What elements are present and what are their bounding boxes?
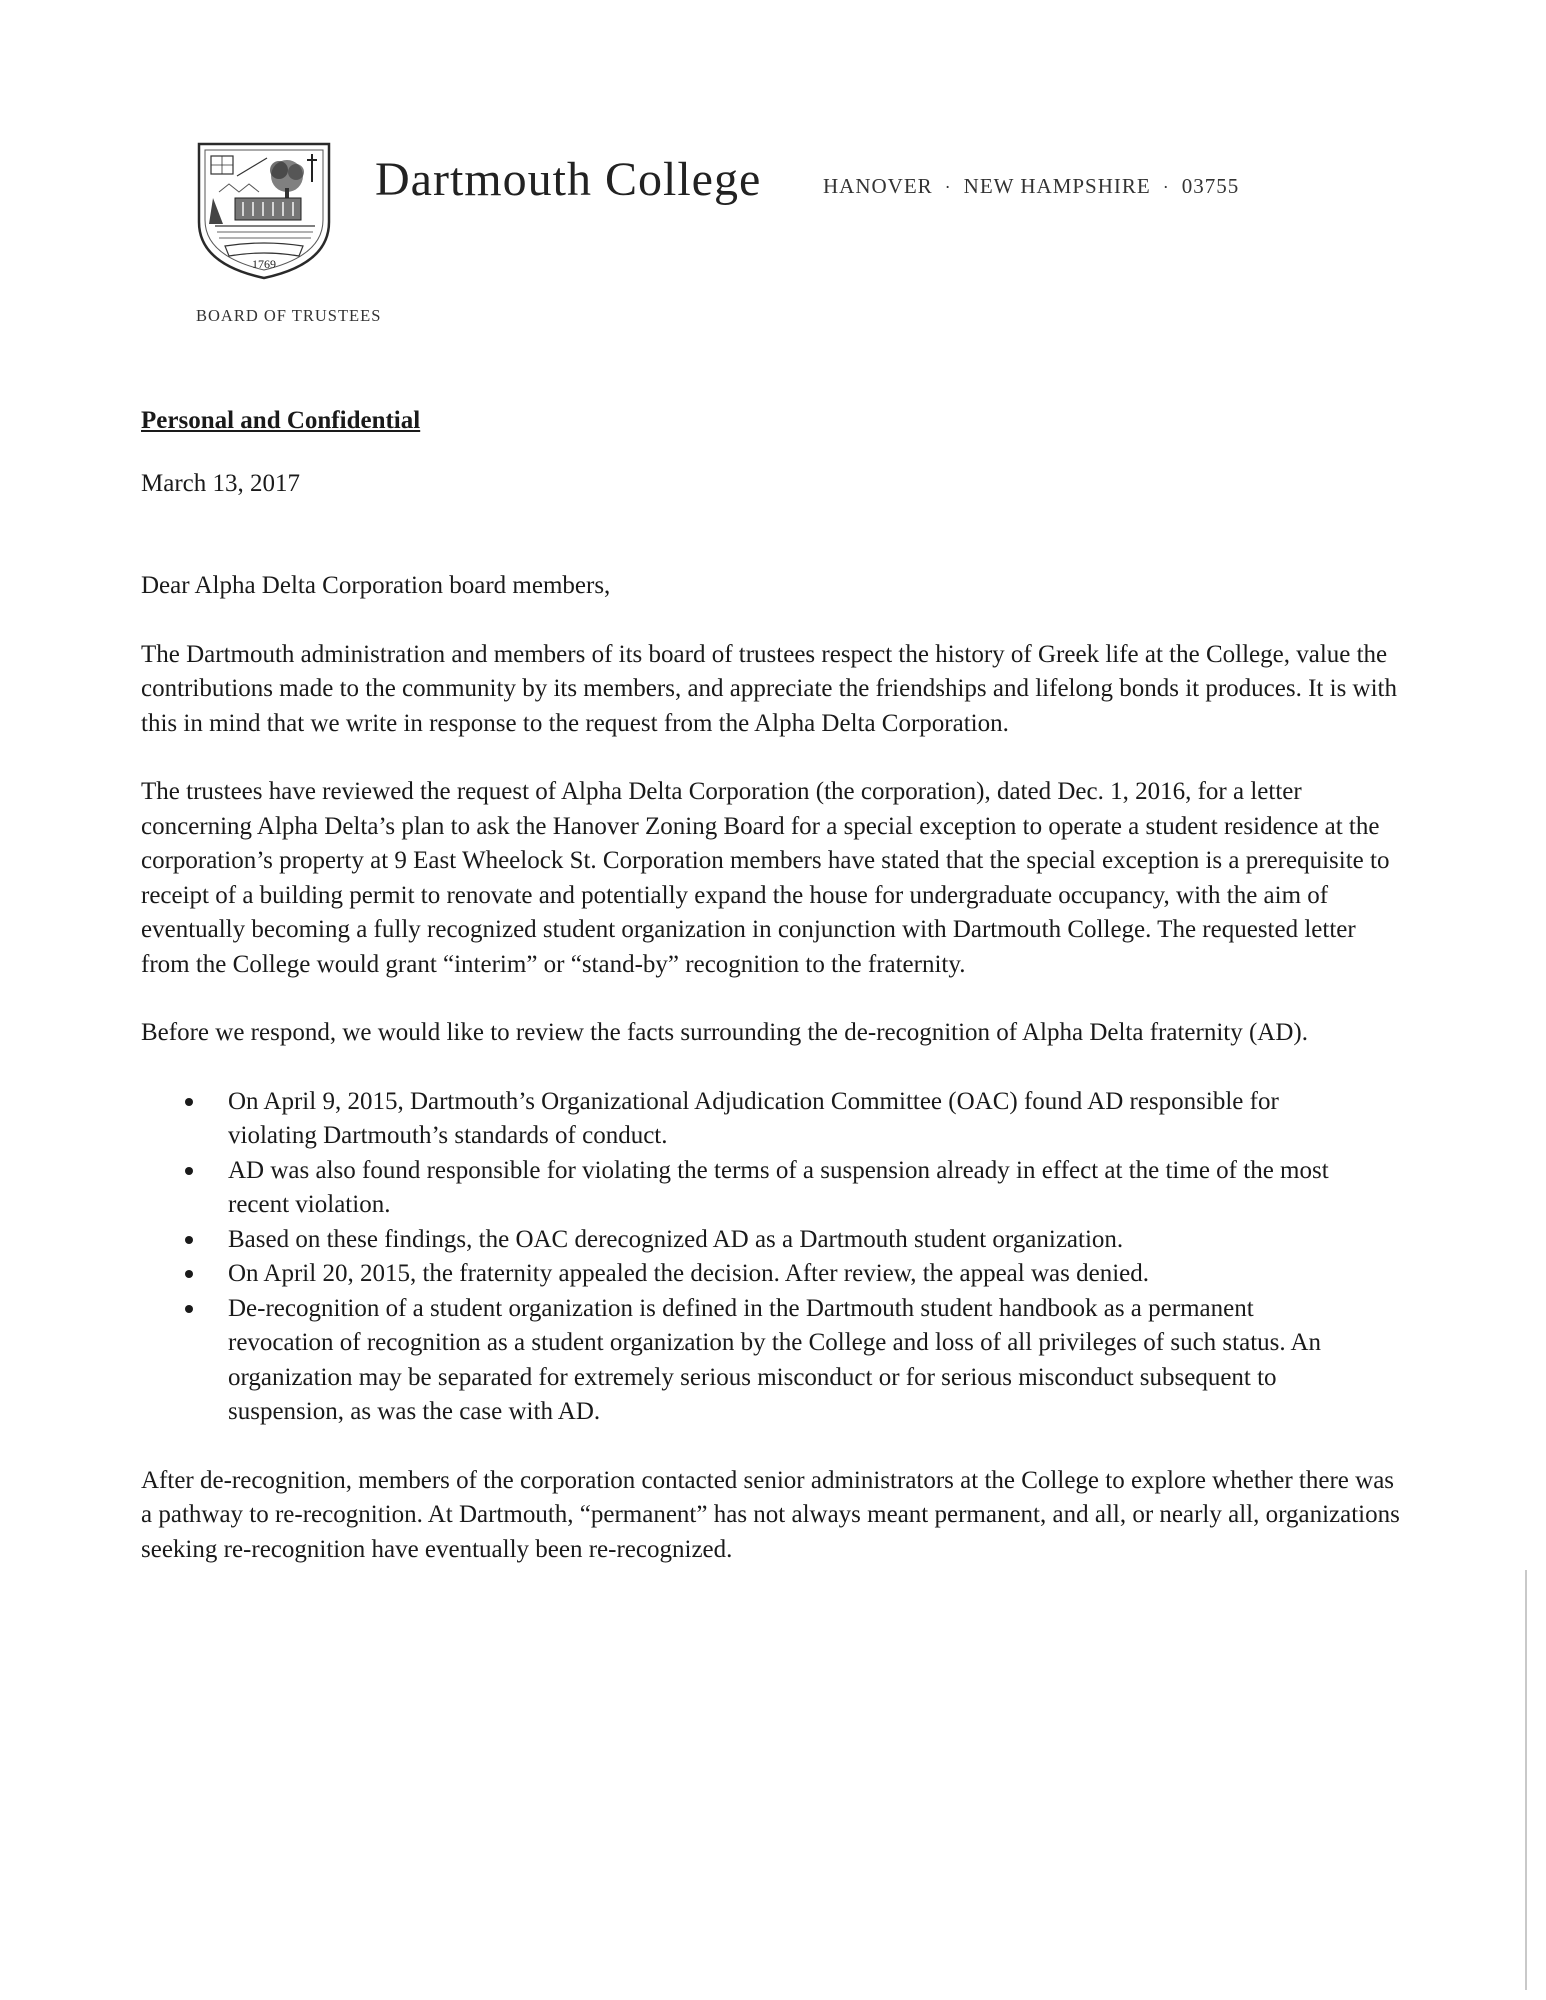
- confidential-heading: Personal and Confidential: [141, 407, 421, 434]
- address-city: HANOVER: [823, 174, 933, 198]
- address-state: NEW HAMPSHIRE: [963, 174, 1151, 198]
- salutation: Dear Alpha Delta Corporation board members,: [141, 572, 611, 599]
- office-name: BOARD OF TRUSTEES: [196, 306, 382, 325]
- list-item: [228, 1154, 1358, 1223]
- letterhead: [195, 138, 1345, 288]
- seal-year: 1769: [252, 257, 276, 271]
- address-separator: ·: [1162, 177, 1170, 197]
- list-item: [228, 1257, 1358, 1292]
- list-item-text: De-recognition of a student organization is defined in the Dartmouth student handbook as a permanent revocation of recognition as a student organization by the College and loss of all privileges of such status. An organization may be separated for extremely serious misconduct or for serious misconduct subsequent to suspension, as was the case with AD.: [228, 1294, 1322, 1425]
- bullet-icon: [185, 1098, 193, 1106]
- paragraph-review: Before we respond, we would like to review the facts surrounding the de-recognition of Alpha Delta fraternity (AD).: [141, 1019, 1308, 1046]
- list-item-text: On April 20, 2015, the fraternity appealed the decision. After review, the appeal was denied.: [228, 1260, 1149, 1287]
- college-seal-icon: [195, 140, 333, 282]
- bullet-icon: [185, 1236, 193, 1244]
- list-item: [228, 1223, 1358, 1258]
- list-item-text: On April 9, 2015, Dartmouth’s Organizational Adjudication Committee (OAC) found AD responsible for violating Dartmouth’s standards of conduct.: [228, 1087, 1279, 1149]
- facts-list: [141, 1085, 1358, 1430]
- college-name: Dartmouth College: [375, 153, 762, 206]
- address-separator: ·: [944, 177, 952, 197]
- letter-date: March 13, 2017: [141, 469, 300, 497]
- list-item: [228, 1085, 1358, 1154]
- bullet-icon: [185, 1270, 193, 1278]
- list-item-text: AD was also found responsible for violating the terms of a suspension already in effect at the time of the most recent violation.: [228, 1156, 1329, 1218]
- list-item: [228, 1292, 1358, 1430]
- college-address: [823, 174, 1239, 199]
- bullet-icon: [185, 1167, 193, 1175]
- paragraph-intro: The Dartmouth administration and members of its board of trustees respect the history of Greek life at the College, value the contributions made to the community by its members, and appreciate the friendships and lifelong bonds it produces. It is with this in mind that we write in response to the request from the Alpha Delta Corporation.: [141, 640, 1397, 737]
- paragraph-closing: After de-recognition, members of the corporation contacted senior administrators at the College to explore whether there was a pathway to re-recognition. At Dartmouth, “permanent” has not always meant permanent, and all, or nearly all, organizations seeking re-recognition have eventually been re-recognized.: [141, 1466, 1400, 1563]
- scan-edge-line: [1525, 1570, 1527, 1990]
- paragraph-request: The trustees have reviewed the request of Alpha Delta Corporation (the corporation), dated Dec. 1, 2016, for a letter concerning Alpha Delta’s plan to ask the Hanover Zoning Board for a special exception to operate a student residence at the corporation’s property at 9 East Wheelock St. Corporation members have stated that the special exception is a prerequisite to receipt of a building permit to renovate and potentially expand the house for undergraduate occupancy, with the aim of eventually becoming a fully recognized student organization in conjunction with Dartmouth College. The requested letter from the College would grant “interim” or “stand-by” recognition to the fraternity.: [141, 778, 1390, 978]
- letter-body: [141, 404, 1401, 1601]
- address-zip: 03755: [1181, 174, 1240, 198]
- list-item-text: Based on these findings, the OAC derecognized AD as a Dartmouth student organization.: [228, 1225, 1124, 1253]
- bullet-icon: [185, 1305, 193, 1313]
